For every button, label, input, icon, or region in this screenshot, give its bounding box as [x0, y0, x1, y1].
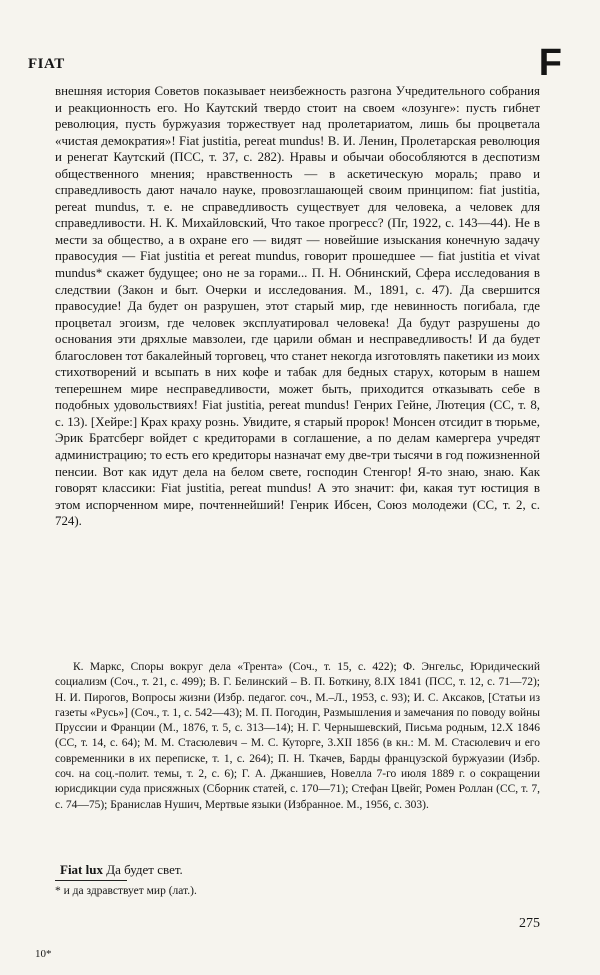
subentry-translation: Да будет свет.: [106, 862, 183, 877]
subentry: [60, 862, 183, 878]
footnote-text: и да здравствует мир (лат.).: [63, 885, 197, 897]
subentry-keyword: Fiat lux: [60, 862, 103, 877]
section-letter: F: [538, 42, 562, 84]
main-text: внешняя история Советов показывает неизбежность разгона Учредительного собрания и реакционность его. Но Каутский твердо стоит на своем «лозунге»: пусть гибнет революция, пусть буржуазия торжествует над пролетариатом, лишь бы процветала «чистая демократия»! Fiat justitia, pereat mundus! В. И. Ленин, Пролетарская революция и ренегат Каутский (ПСС, т. 37, с. 282). Нравы и обычаи обособляются в деспотизм общественного мнения; нравственность — в аскетическую мораль; право и справедливость дают начало науке, провозглашающей своим принципом: fiat justitia, pereat mundus, т. е. не справедливость существует для человека, а человек для справедливости. Н. К. Михайловский, Что такое прогресс? (Пг, 1922, с. 143—44). Не в мести за общество, а в охране его — видят — новейшие изыскания конечную задачу правосудия — Fiat justitia et pereat mundus, говорит прошедшее — fiat justitia et vivat mundus* скажет будущее; оно не за горами... П. Н. Обнинский, Сфера исследования в следствии (Закон и быт. Очерки и исследования. М., 1891, с. 47). Да свершится правосудие! Да будет он разрушен, этот старый мир, где невинность погибала, где процветал эгоизм, где человек эксплуатировал человека! Да будут разрушены до основания эти дряхлые мавзолеи, где царили обман и несправедливость! И да будет благословен тот бакалейный торговец, что станет некогда изготовлять пакетики из моих стихотворений и всыпать в них кофе и табак для бедных старух, которым в нашем теперешнем мире несправедливости, может быть, приходится отказывать себе в подобных удовольствиях! Fiat justitia, pereat mundus! Генрих Гейне, Лютеция (СС, т. 8, с. 13). [Хейре:] Крах краху рознь. Увидите, я старый пророк! Монсен отсидит в тюрьме, Эрик Братсберг войдет с кредиторами в соглашение, а по делам камергера учредят администрацию; то есть его кредиторы назначат ему две-три тысячи в год пожизненной пенсии. Вот как идут дела на белом свете, господин Стенгор! Я-то знаю, знаю. Как говорят классики: Fiat justitia, pereat mundus! А это значит: фи, какая тут юстиция в этом испорченном мире, почтеннейший! Генрик Ибсен, Союз молодежи (СС, т. 2, с. 724).: [55, 84, 540, 529]
references-paragraph: К. Маркс, Споры вокруг дела «Трента» (Соч., т. 15, с. 422); Ф. Энгельс, Юридический социализм (Соч., т. 21, с. 499); В. Г. Белинский – В. П. Боткину, 8.IX 1841 (ПСС, т. 12, с. 71—72); Н. И. Пирогов, Вопросы жизни (Избр. педагог. соч., М.–Л., 1953, с. 93); И. С. Аксаков, [Статьи из газеты «Русь»] (Соч., т. 1, с. 542—43); М. П. Погодин, Размышления и замечания по поводу войны Пруссии и Франции (М., 1876, т. 5, с. 313—14); Н. Г. Чернышевский, Письма родным, 12.X 1846 (СС, т. 14, с. 64); М. М. Стасюлевич – М. С. Куторге, 3.XII 1856 (в кн.: М. М. Стасюлевич и его современники в их переписке, т. 1, с. 264); П. Н. Ткачев, Барды французской буржуазии (Избр. соч. на соц.-полит. темы, т. 2, с. 6); Г. А. Джаншиев, Новелла 7-го июля 1889 г. о сокращении юрисдикции суда присяжных (Сборник статей, с. 170—71); Стефан Цвейг, Ромен Роллан (СС, т. 7, с. 74—75); Бранислав Нушич, Мертвые языки (Избранное. М., 1956, с. 303).: [55, 661, 540, 811]
page-number: 275: [519, 916, 540, 931]
footnote-rule: [55, 880, 127, 881]
entry-body: [55, 83, 540, 530]
running-header: FIAT: [28, 56, 65, 72]
footnote-marker: *: [55, 885, 61, 897]
footnote: [55, 885, 197, 897]
signature-mark: 10*: [35, 948, 52, 960]
